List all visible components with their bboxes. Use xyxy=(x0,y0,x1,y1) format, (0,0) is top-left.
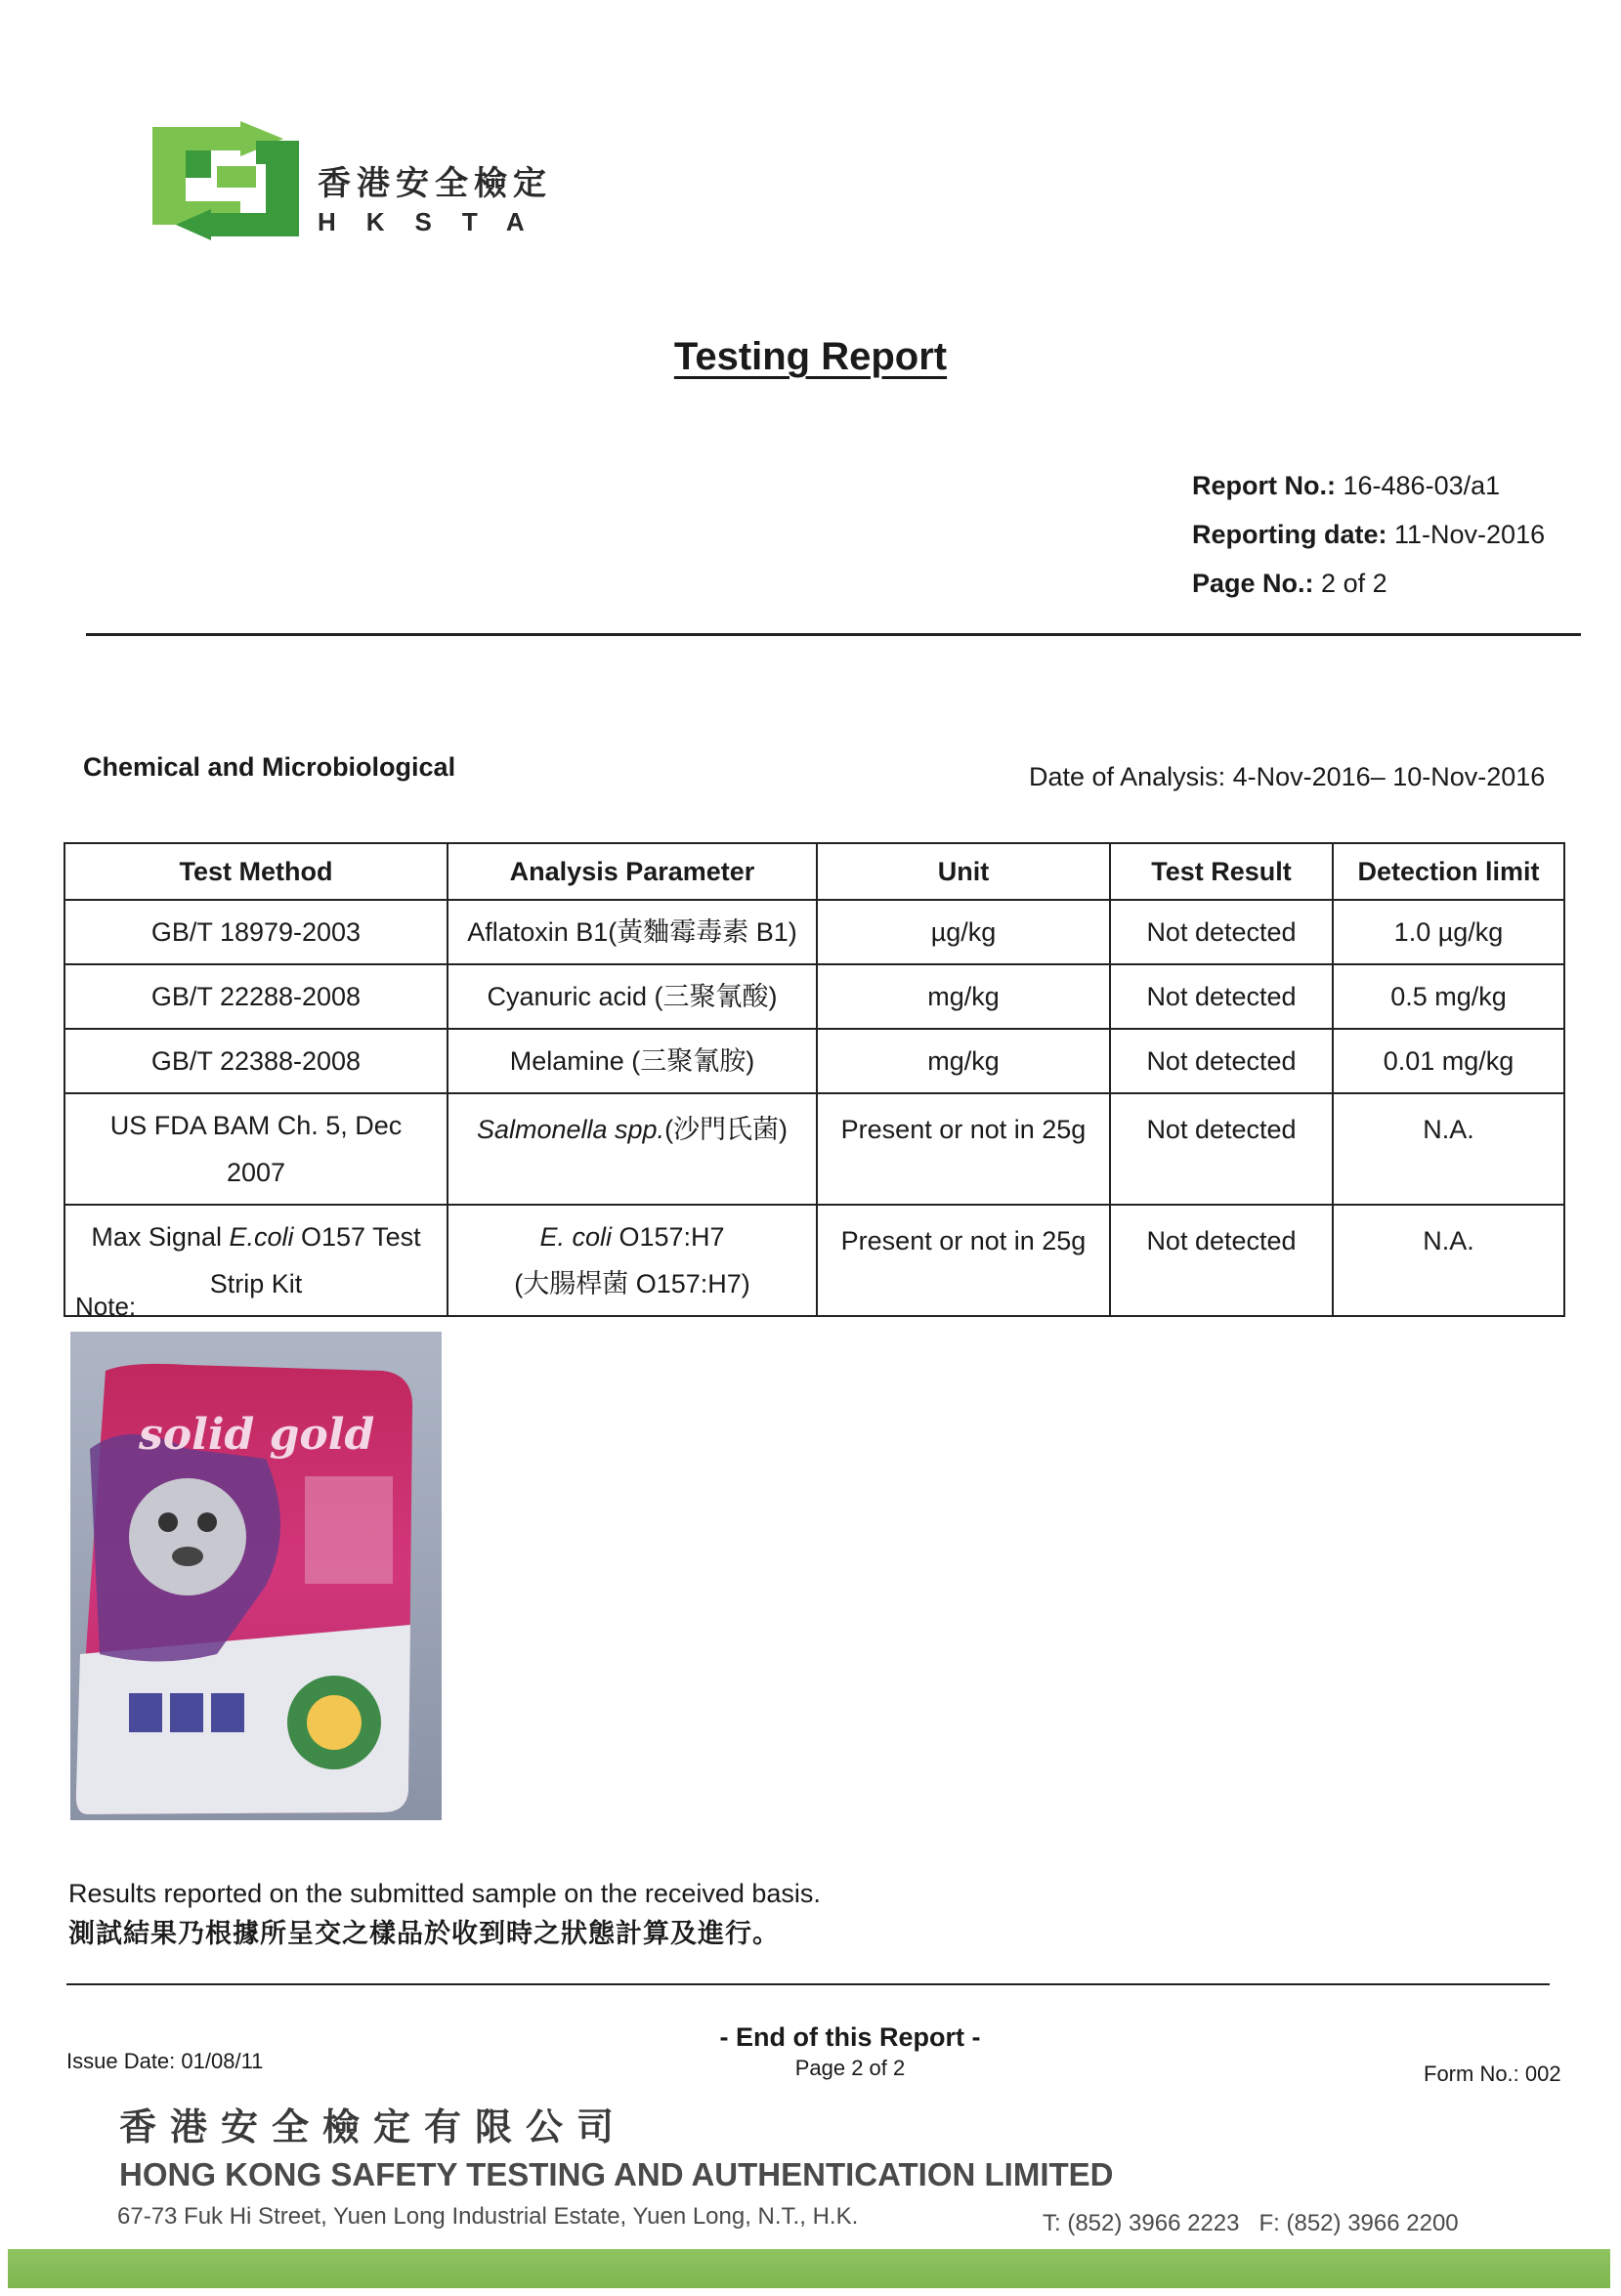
footer-page-number: Page 2 of 2 xyxy=(794,2056,906,2080)
cell-limit: 0.01 mg/kg xyxy=(1333,1029,1564,1093)
cell-limit: 0.5 mg/kg xyxy=(1333,964,1564,1029)
footer-divider xyxy=(66,1983,1550,1985)
cell-limit: N.A. xyxy=(1333,1205,1564,1316)
results-table xyxy=(64,842,1565,1317)
cell-result: Not detected xyxy=(1110,964,1333,1029)
photo-brand-text: solid gold xyxy=(139,1410,375,1460)
cell-method: US FDA BAM Ch. 5, Dec 2007 xyxy=(64,1093,448,1205)
cell-parameter: Cyanuric acid (三聚氰酸) xyxy=(448,964,817,1029)
header-detection-limit: Detection limit xyxy=(1333,843,1564,900)
cell-result: Not detected xyxy=(1110,1093,1333,1205)
logo-mark-icon xyxy=(152,121,299,240)
issue-date: Issue Date: 01/08/11 xyxy=(66,2049,264,2073)
cell-unit: mg/kg xyxy=(817,964,1110,1029)
logo-english-text: HKSTA xyxy=(318,207,555,236)
date-of-analysis: Date of Analysis: 4-Nov-2016– 10-Nov-2016 xyxy=(1029,762,1546,791)
cell-result: Not detected xyxy=(1110,1205,1333,1316)
cell-method: Max Signal E.coli O157 Test Strip Kit xyxy=(64,1205,448,1316)
page-no: Page No.: 2 of 2 xyxy=(1192,569,1387,598)
end-of-report: - End of this Report - xyxy=(719,2022,981,2052)
cell-unit: mg/kg xyxy=(817,1029,1110,1093)
cell-parameter: Salmonella spp.(沙門氏菌) xyxy=(448,1093,817,1205)
report-no: Report No.: 16-486-03/a1 xyxy=(1192,471,1501,500)
note-label: Note: xyxy=(75,1292,137,1321)
section-title: Chemical and Microbiological xyxy=(83,752,456,782)
table-row xyxy=(64,1029,1564,1093)
company-phone-fax: T: (852) 3966 2223 F: (852) 3966 2200 xyxy=(1043,2210,1459,2236)
cell-method: GB/T 22388-2008 xyxy=(64,1029,448,1093)
results-statement-chinese: 測試結果乃根據所呈交之樣品於收到時之狀態計算及進行。 xyxy=(68,1919,780,1949)
company-name-chinese: 香港安全檢定有限公司 xyxy=(119,2105,628,2148)
reporting-date: Reporting date: 11-Nov-2016 xyxy=(1192,520,1546,549)
table-row xyxy=(64,964,1564,1029)
cell-unit: Present or not in 25g xyxy=(817,1093,1110,1205)
cell-method: GB/T 22288-2008 xyxy=(64,964,448,1029)
cell-parameter: E. coli O157:H7 (大腸桿菌 O157:H7) xyxy=(448,1205,817,1316)
header-test-result: Test Result xyxy=(1110,843,1333,900)
cell-unit: µg/kg xyxy=(817,900,1110,964)
logo-chinese-text: 香港安全檢定 xyxy=(318,164,552,203)
cell-unit: Present or not in 25g xyxy=(817,1205,1110,1316)
table-row xyxy=(64,1205,1564,1316)
table-header-row xyxy=(64,843,1564,900)
cell-method: GB/T 18979-2003 xyxy=(64,900,448,964)
cell-result: Not detected xyxy=(1110,900,1333,964)
footer-green-bar xyxy=(8,2249,1610,2288)
company-address: 67-73 Fuk Hi Street, Yuen Long Industrial Estate, Yuen Long, N.T., H.K. xyxy=(117,2203,859,2230)
header-analysis-parameter: Analysis Parameter xyxy=(448,843,817,900)
sample-product-photo xyxy=(70,1332,442,1820)
header-divider xyxy=(86,633,1581,636)
company-name-english: HONG KONG SAFETY TESTING AND AUTHENTICATION LIMITED xyxy=(119,2156,1114,2192)
table-row xyxy=(64,900,1564,964)
cell-parameter: Aflatoxin B1(黃麯霉毒素 B1) xyxy=(448,900,817,964)
table-row xyxy=(64,1093,1564,1205)
report-title: Testing Report xyxy=(673,335,948,378)
form-number: Form No.: 002 xyxy=(1424,2062,1561,2086)
cell-limit: 1.0 µg/kg xyxy=(1333,900,1564,964)
results-statement-english: Results reported on the submitted sample on the received basis. xyxy=(68,1879,821,1908)
cell-limit: N.A. xyxy=(1333,1093,1564,1205)
cell-result: Not detected xyxy=(1110,1029,1333,1093)
header-unit: Unit xyxy=(817,843,1110,900)
cell-parameter: Melamine (三聚氰胺) xyxy=(448,1029,817,1093)
header-test-method: Test Method xyxy=(64,843,448,900)
